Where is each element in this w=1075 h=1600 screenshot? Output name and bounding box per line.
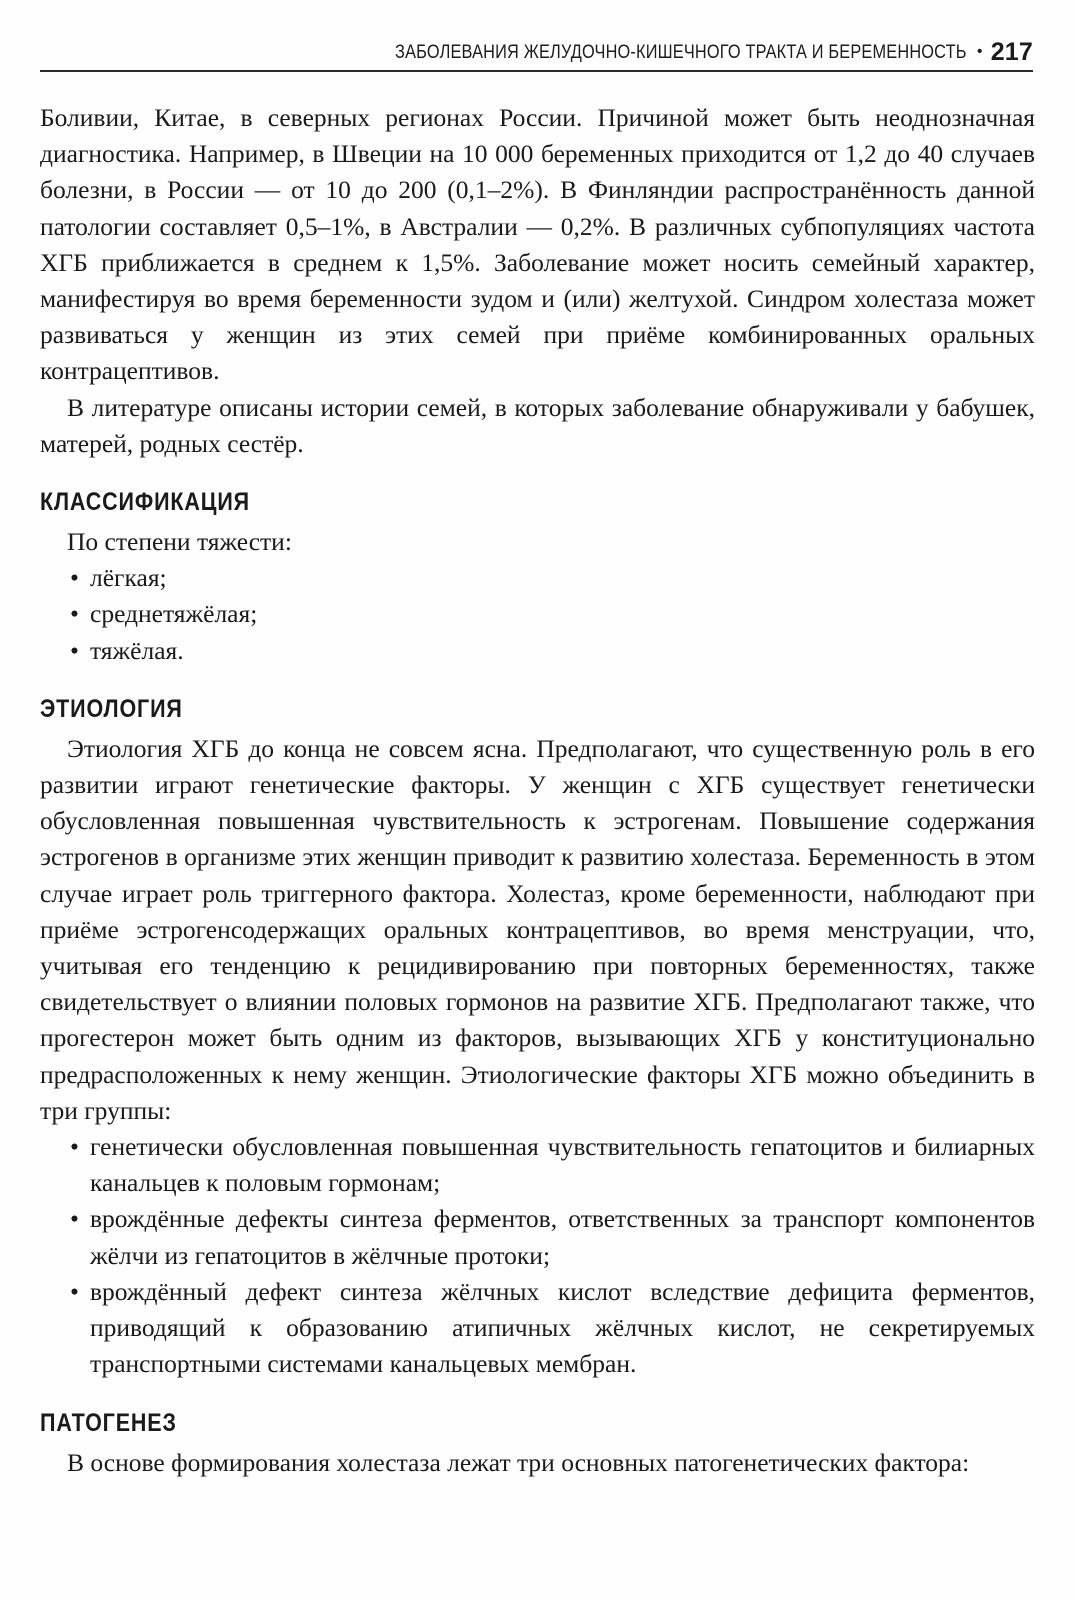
list-item: • врождённые дефекты синтеза ферментов, ответственных за транспорт компонентов жёлчи из гепатоцитов в жёлчные протоки; — [68, 1201, 1035, 1273]
classification-heading: КЛАССИФИКАЦИЯ — [40, 488, 250, 517]
running-head-bullet: • — [976, 43, 983, 60]
list-item: • генетически обусловленная повышенная чувствительность гепатоцитов и билиарных канальцев к половым гормонам; — [68, 1129, 1035, 1201]
intro-paragraph-2: В литературе описаны истории семей, в которых заболевание обнаруживали у бабушек, матерей, родных сестёр. — [40, 392, 1035, 458]
list-item: • среднетяжёлая; — [68, 596, 1035, 632]
etiology-factors-list — [40, 1129, 1035, 1382]
etiology-heading: ЭТИОЛОГИЯ — [40, 694, 183, 723]
severity-list — [40, 560, 1035, 669]
classification-lead: По степени тяжести: — [67, 527, 292, 557]
running-head — [40, 38, 1033, 70]
pathogenesis-paragraph: В основе формирования холестаза лежат три основных патогенетических фактора: — [67, 1447, 970, 1477]
list-item: • лёгкая; — [68, 560, 1035, 596]
header-rule — [40, 70, 1033, 72]
intro-paragraph: Боливии, Китае, в северных регионах России. Причиной может быть неоднозначная диагностика. Например, в Швеции на 10 000 беременных приходится от 1,2 до 40 случаев болезни, в России — от 10 до 200 (0,1–2%). В Финляндии распространённость данной патологии составляет 0,5–1%, в Австралии — 0,2%. В различных субпопуляциях частота ХГБ приближается в среднем к 1,5%. Заболевание может носить семейный характер, манифестируя во время беременности зудом и (или) желтухой. Синдром холестаза может развиваться у женщин из этих семей при приёме комбинированных оральных контрацептивов. — [40, 103, 1035, 386]
page-number: 217 — [990, 38, 1033, 66]
pathogenesis-heading: ПАТОГЕНЕЗ — [40, 1408, 177, 1437]
list-item: • тяжёлая. — [68, 633, 1035, 669]
running-head-title: ЗАБОЛЕВАНИЯ ЖЕЛУДОЧНО-КИШЕЧНОГО ТРАКТА И БЕРЕМЕННОСТЬ — [395, 42, 967, 63]
etiology-paragraph: Этиология ХГБ до конца не совсем ясна. Предполагают, что существенную роль в его развитии играют генетические факторы. У женщин с ХГБ существует генетически обусловленная повышенная чувствительность к эстрогенам. Повышение содержания эстрогенов в организме этих женщин приводит к развитию холестаза. Беременность в этом случае играет роль триггерного фактора. Холестаз, кроме беременности, наблюдают при приёме эстрогенсодержащих оральных контрацептивов, во время менструации, что, учитывая его тенденцию к рецидивированию при повторных беременностях, также свидетельствует о влиянии половых гормонов на развитие ХГБ. Предполагают также, что прогестерон может быть одним из факторов, вызывающих ХГБ у конституционально предрасположенных к нему женщин. Этиологические факторы ХГБ можно объединить в три группы: — [40, 733, 1035, 1125]
list-item: • врождённый дефект синтеза жёлчных кислот вследствие дефицита ферментов, приводящий к образованию атипичных жёлчных кислот, не секретируемых транспортными системами канальцевых мембран. — [68, 1274, 1035, 1383]
page-content — [40, 100, 1035, 1481]
